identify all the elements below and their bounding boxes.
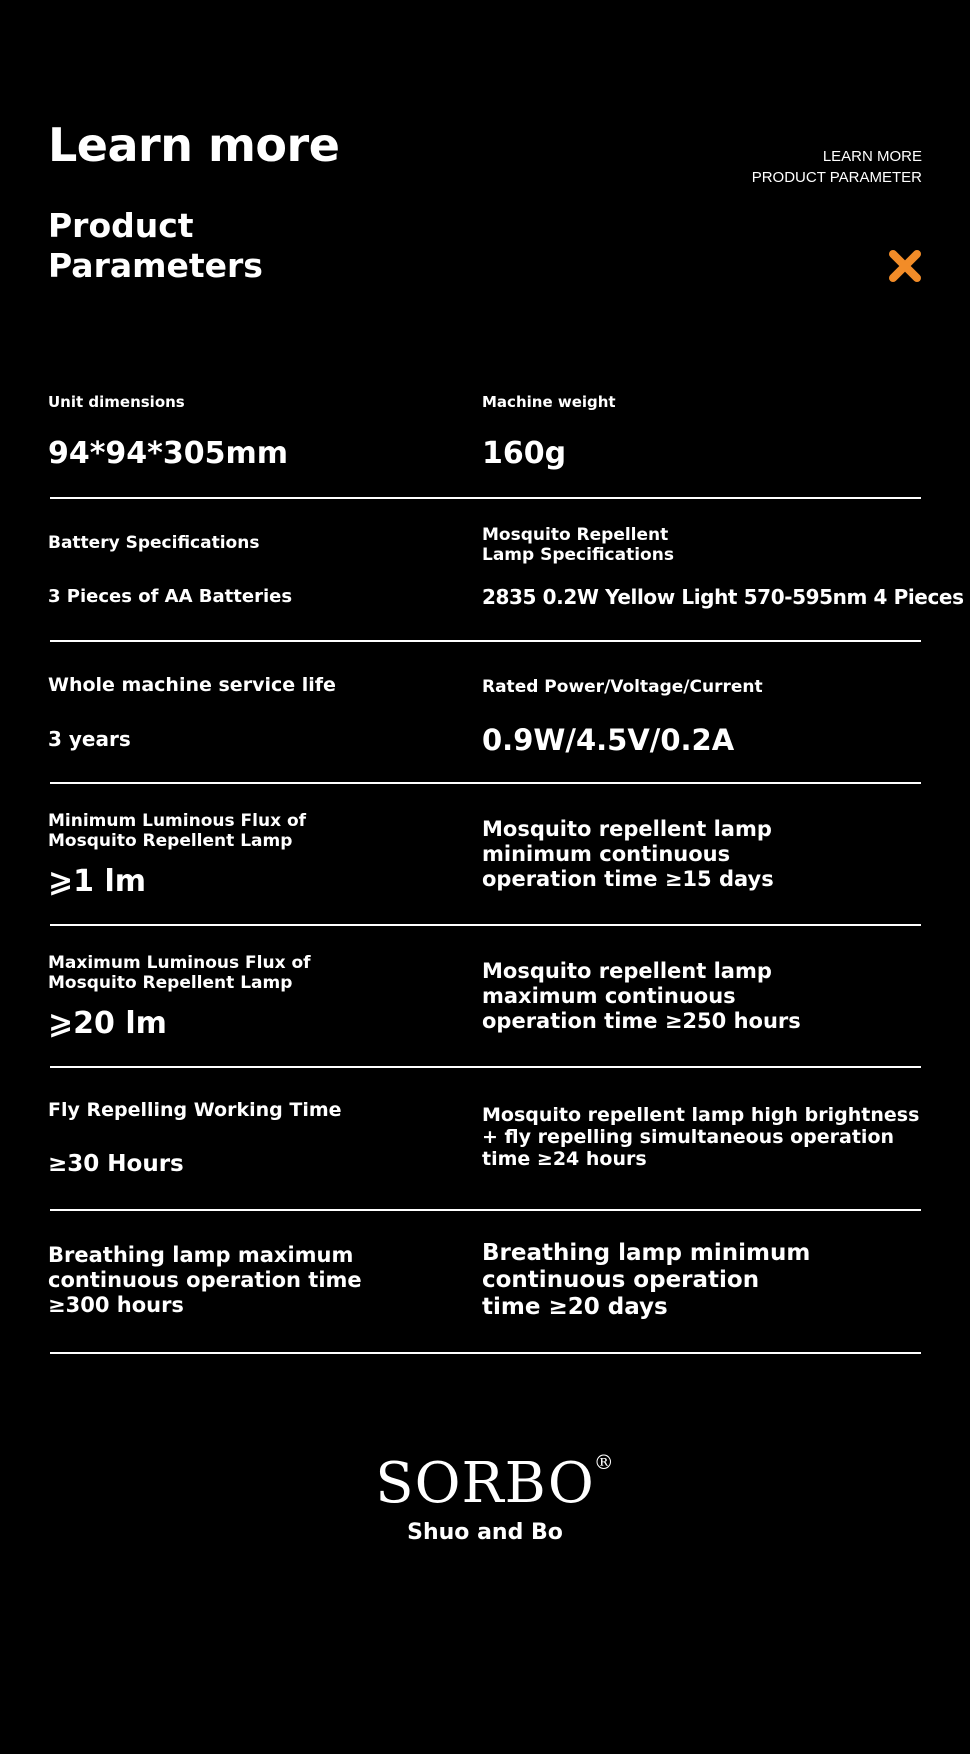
- spec-text-line: + fly repelling simultaneous operation: [482, 1126, 895, 1148]
- spec-text-line: Breathing lamp maximum: [48, 1243, 354, 1267]
- page-title: Learn more: [48, 118, 340, 172]
- divider: [50, 640, 921, 642]
- spec-value-battery: 3 Pieces of AA Batteries: [48, 586, 293, 607]
- spec-breathing-min: [482, 1240, 810, 1321]
- spec-label-line: Maximum Luminous Flux of: [48, 953, 311, 973]
- spec-max-operation-time: [482, 959, 801, 1034]
- spec-label-unit-dimensions: Unit dimensions: [48, 393, 185, 411]
- spec-label-line: Mosquito Repellent: [482, 525, 669, 545]
- spec-value-min-flux: ⩾1 lm: [48, 864, 146, 899]
- spec-label-rated-power: Rated Power/Voltage/Current: [482, 677, 763, 697]
- spec-text-line: Mosquito repellent lamp: [482, 817, 772, 841]
- spec-text-line: Mosquito repellent lamp high brightness: [482, 1104, 920, 1126]
- spec-label-line: Mosquito Repellent Lamp: [48, 973, 293, 993]
- divider: [50, 1066, 921, 1068]
- spec-value-rated-power: 0.9W/4.5V/0.2A: [482, 723, 735, 757]
- spec-label-line: Lamp Specifications: [482, 545, 674, 565]
- spec-label-line: Mosquito Repellent Lamp: [48, 831, 293, 851]
- registered-mark: ®: [593, 1450, 615, 1474]
- spec-text-line: ≥300 hours: [48, 1293, 184, 1317]
- section-title-line: Product: [48, 206, 194, 245]
- spec-value-lamp-spec: 2835 0.2W Yellow Light 570-595nm 4 Pieces: [482, 585, 964, 609]
- close-icon[interactable]: [888, 249, 922, 283]
- brand-logo: [0, 1452, 970, 1545]
- spec-text-line: operation time ≥250 hours: [482, 1009, 801, 1033]
- spec-text-line: maximum continuous: [482, 984, 736, 1008]
- spec-simultaneous-operation: [482, 1104, 919, 1170]
- spec-value-fly-repelling: ≥30 Hours: [48, 1151, 184, 1177]
- spec-text-line: continuous operation time: [48, 1268, 362, 1292]
- divider: [50, 782, 921, 784]
- spec-text-line: operation time ≥15 days: [482, 867, 774, 891]
- spec-text-line: minimum continuous: [482, 842, 731, 866]
- spec-text-line: Mosquito repellent lamp: [482, 959, 772, 983]
- spec-label-lamp-spec: [482, 525, 674, 565]
- spec-min-operation-time: [482, 817, 774, 892]
- brand-tagline: Shuo and Bo: [407, 1520, 563, 1545]
- divider: [50, 1209, 921, 1211]
- brand-name: [375, 1450, 615, 1516]
- spec-text-line: Breathing lamp minimum: [482, 1240, 811, 1266]
- spec-label-fly-repelling: Fly Repelling Working Time: [48, 1099, 342, 1121]
- divider: [50, 1352, 921, 1354]
- section-title: [48, 206, 368, 286]
- header-tag-line: LEARN MORE: [822, 148, 922, 165]
- spec-label-machine-weight: Machine weight: [482, 393, 616, 411]
- header-tag-line: PRODUCT PARAMETER: [751, 169, 922, 186]
- spec-label-max-flux: [48, 953, 311, 993]
- spec-breathing-max: [48, 1243, 362, 1318]
- spec-text-line: continuous operation: [482, 1267, 760, 1293]
- spec-label-battery: Battery Specifications: [48, 533, 260, 553]
- spec-value-service-life: 3 years: [48, 727, 131, 751]
- spec-text-line: time ≥24 hours: [482, 1148, 647, 1170]
- spec-text-line: time ≥20 days: [482, 1294, 668, 1320]
- section-title-line: Parameters: [48, 246, 263, 285]
- divider: [50, 497, 921, 499]
- brand-wordmark: SORBO: [375, 1451, 595, 1516]
- header-tag: [752, 146, 922, 188]
- divider: [50, 924, 921, 926]
- spec-value-unit-dimensions: 94*94*305mm: [48, 436, 289, 471]
- spec-value-machine-weight: 160g: [482, 436, 567, 471]
- spec-label-service-life: Whole machine service life: [48, 674, 336, 696]
- spec-label-line: Minimum Luminous Flux of: [48, 811, 307, 831]
- spec-label-min-flux: [48, 811, 306, 851]
- spec-value-max-flux: ⩾20 lm: [48, 1006, 167, 1041]
